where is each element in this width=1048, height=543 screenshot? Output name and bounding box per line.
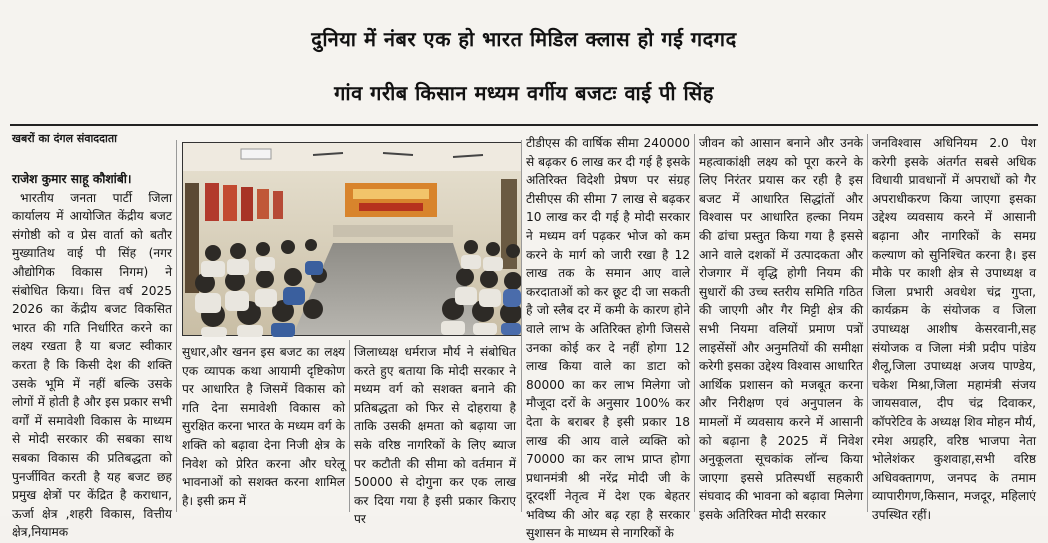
byline: खबरों का दंगल संवाददाता — [12, 132, 117, 145]
column-6-text: जनविश्वास अधिनियम 2.0 पेश करेगी इसके अंतर्गत सबसे अधिक विधायी प्रावधानों में अपराधों को गैर अपराधीकरण किया जाएगा इसका उद्देश्य व्यवसाय करने में आसानी बढ़ाना और नागरिकों के समग्र कल्याण को सुनिश्चित करना है। इस मौके पर काशी क्षेत्र से उपाध्यक्ष व जिला प्रभारी अवधेश चंद्र गुप्ता, कार्यक्रम के संयोजक व जिला उपाध्यक्ष आशीष केसरवानी,सह संयोजक व जिला मंत्री प्रदीप पांडेय शैलू,जिला उपाध्यक्ष अजय पाण्डेय, चकेश मिश्रा,जिला महामंत्री संजय जायसवाल, दीप चंद्र दिवाकर, कॉपरेटिव के अध्यक्ष शिव मोहन मौर्य, रमेश अग्रहरि, वरिष्ठ भाजपा नेता भोलेशंकर कुशवाहा,सभी वरिष्ठ अधिवक्तागण, जनपद के तमाम व्यापारीगण,किसान, मजदूर, महिलाएं उपस्थित रहीं। — [872, 136, 1036, 522]
article-column-6 — [872, 134, 1036, 522]
headline-line-1: दुनिया में नंबर एक हो भारत मिडिल क्लास हो गई गदगद — [311, 27, 737, 51]
headline-rule — [10, 124, 1038, 126]
headline-line-2: गांव गरीब किसान मध्यम वर्गीय बजटः वाई पी सिंह — [334, 81, 714, 105]
event-photo — [182, 142, 522, 336]
article-column-2 — [182, 343, 345, 511]
article-column-4 — [526, 134, 690, 541]
photo-illustration — [183, 143, 521, 335]
column-4-text: टीडीएस की वार्षिक सीमा 240000 से बढ़कर 6 लाख कर दी गई है इसके अतिरिक्त विदेशी प्रेषण पर संग्रह टीसीएस की सीमा 7 लाख से बढ़कर 10 लाख कर दी गई है मोदी सरकार ने मध्यम वर्ग पढ़कर भोज को कम करने के मार्ग को जारी रखा है 12 लाख तक के समान आए वाले करदाताओं को कर छूट दी जा सकती है जो स्लैब दर में कमी के कारण होने वाले लाभ के अतिरिक्त होगी जिससे उनका कोई कर दे नहीं होगा 12 लाख किया वाले का डाटा को 80000 का कर लाभ मिलेगा जो मौजूदा दरों के अनुसार 100% कर देता के बराबर है इसी प्रकार 18 लाख की आय वाले व्यक्ति को 70000 का कर लाभ प्राप्त होगा प्रधानमंत्री श्री नरेंद्र मोदी जी के दूरदर्शी नेतृत्व में देश एक बेहतर भविष्य की ओर बढ़ रहा है सरकार सुशासन के माध्यम से नागरिकों के — [526, 136, 690, 541]
column-divider — [694, 134, 695, 512]
reporter-name: राजेश कुमार साहू कौशांबी। — [12, 172, 132, 186]
column-divider — [349, 340, 350, 512]
article-column-5 — [699, 134, 863, 522]
column-3-text: जिलाध्यक्ष धर्मराज मौर्य ने संबोधित करते हुए बताया कि मोदी सरकार ने मध्यम वर्ग को सशक्त बनाने की प्रतिबद्धता को फिर से दोहराया है ताकि उसकी क्षमता को बढ़ाया जा सके वरिष्ठ नागरिकों के लिए ब्याज पर कटौती की सीमा को वर्तमान में 50000 से दोगुना कर एक लाख कर दिया गया है इसी प्रकार किराए पर — [354, 345, 516, 527]
column-5-text: जीवन को आसान बनाने और उनके महत्वाकांक्षी लक्ष्य को पूरा करने के लिए निरंतर प्रयास कर रही है इस बजट में आधारित सिद्धांतों और विश्वास पर आधारित हल्का नियम की ढांचा प्रस्तुत किया गया है इससे आने वाले दशकों में उत्पादकता और रोजगार में वृद्धि होगी नियम की सुधारों की उच्च स्तरीय समिति गठित की जाएगी और गैर मिट्टी क्षेत्र की सभी नियमा वलियों प्रमाण पत्रों लाइसेंसों और अनुमतियों की समीक्षा करेगी इसका उद्देश्य विश्वास आधारित आर्थिक प्रशासन को मजबूत करना और निरीक्षण एवं अनुपालन के मामलों में व्यवसाय करने में आसानी को बढ़ाना है 2025 में निवेश अनुकूलता सूचकांक लॉन्च किया जाएगा इससे प्रतिस्पर्धी सहकारी संघवाद की भावना को बढ़ावा मिलेगा इसके अतिरिक्त मोदी सरकार — [699, 136, 863, 522]
column-divider — [867, 134, 868, 512]
article-column-3 — [354, 343, 516, 527]
column-divider — [521, 140, 522, 512]
article-column-1 — [12, 170, 172, 540]
column-2-text: सुधार,और खनन इस बजट का लक्ष्य एक व्यापक कथा आयामी दृष्टिकोण पर आधारित है जिसमें विकास को गति देना समावेशी विकास को सुरक्षित करना भारत के मध्यम वर्ग के शक्ति को बढ़ावा देना निजी क्षेत्र के निवेश को प्रेरित करना और घरेलू भावनाओं को सशक्त करना शामिल है। इसी क्रम में — [182, 345, 345, 508]
column-1-text: भारतीय जनता पार्टी जिला कार्यालय में आयोजित केंद्रीय बजट संगोष्ठी को व प्रेस वार्ता को बतौर मुख्यातिथ वाई पी सिंह (नगर औद्योगिक विकास निगम) ने संबोधित किया। वित्त वर्ष 2025 2026 का केंद्रीय बजट विकसित भारत की गति निर्धारित करने का लक्ष्य रखता है या बजट स्वीकार करता है कि किसी देश की शक्ति उसके भूमि में नहीं बल्कि उसके लोगों में होती है और इस प्रकार सभी वर्गों में समावेशी विकास के माध्यम से मोदी सरकार की सबका साथ सबका विकास की प्रतिबद्धता को पुनर्जीवित करती है यह बजट छह प्रमुख क्षेत्रों पर केंद्रित है कराधान, ऊर्जा क्षेत्र ,शहरी विकास, वित्तीय क्षेत्र,नियामक — [12, 190, 172, 540]
column-divider — [176, 140, 177, 512]
